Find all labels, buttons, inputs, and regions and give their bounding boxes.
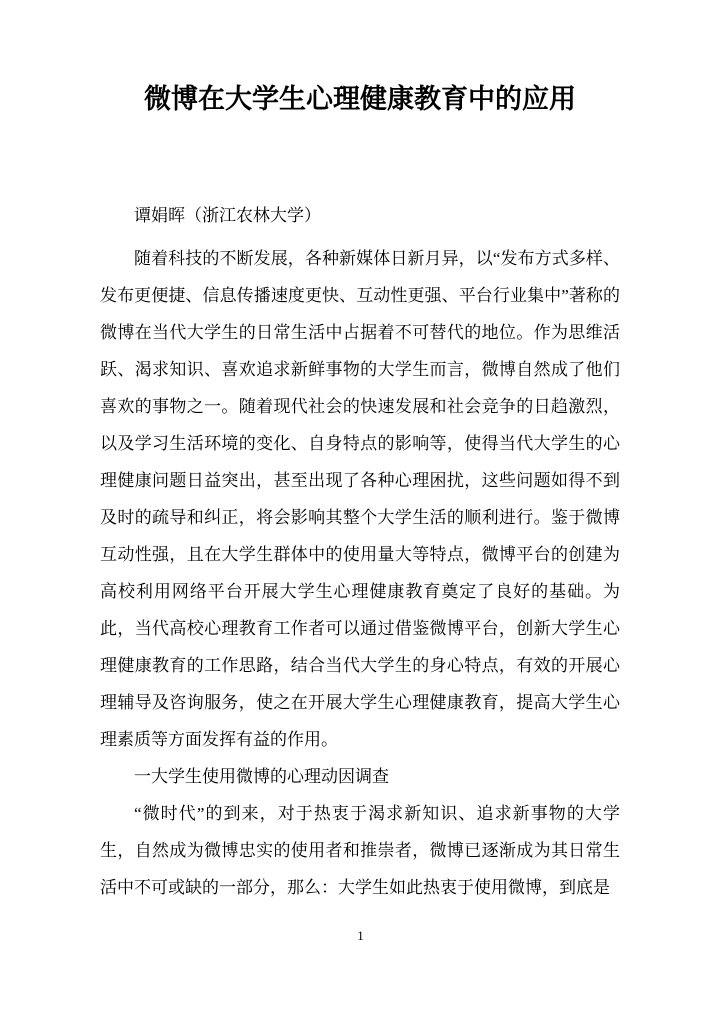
page-number: 1 [357, 928, 364, 943]
paragraph-survey: “微时代”的到来，对于热衷于渴求新知识、追求新事物的大学生，自然成为微博忠实的使用者和推崇者，微博已逐渐成为其日常生活中不可或缺的一部分，那么：大学生如此热衷于使用微博，到底是 [100, 804, 620, 897]
paragraph-intro: 随着科技的不断发展，各种新媒体日新月异，以“发布方式多样、发布更便捷、信息传播速度更快、互动性更强、平台行业集中”著称的微博在当代大学生的日常生活中占据着不可替代的地位。作为思维活跃、渴求知识、喜欢追求新鲜事物的大学生而言，微博自然成了他们喜欢的事物之一。随着现代社会的快速发展和社会竞争的日趋激烈，以及学习生活环境的变化、自身特点的影响等，使得当代大学生的心理健康问题日益突出，甚至出现了各种心理困扰，这些问题如得不到及时的疏导和纠正，将会影响其整个大学生活的顺利进行。鉴于微博互动性强，且在大学生群体中的使用量大等特点，微博平台的创建为高校利用网络平台开展大学生心理健康教育奠定了良好的基础。为此，当代高校心理教育工作者可以通过借鉴微博平台，创新大学生心理健康教育的工作思路，结合当代大学生的身心特点，有效的开展心理辅导及咨询服务，使之在开展大学生心理健康教育，提高大学生心理素质等方面发挥有益的作用。 [100, 249, 620, 749]
section-heading: 一大学生使用微博的心理动因调查 [134, 767, 389, 786]
author-line: 谭娟晖（浙江农林大学） [134, 206, 321, 225]
document-title: 微博在大学生心理健康教育中的应用 [144, 84, 576, 114]
